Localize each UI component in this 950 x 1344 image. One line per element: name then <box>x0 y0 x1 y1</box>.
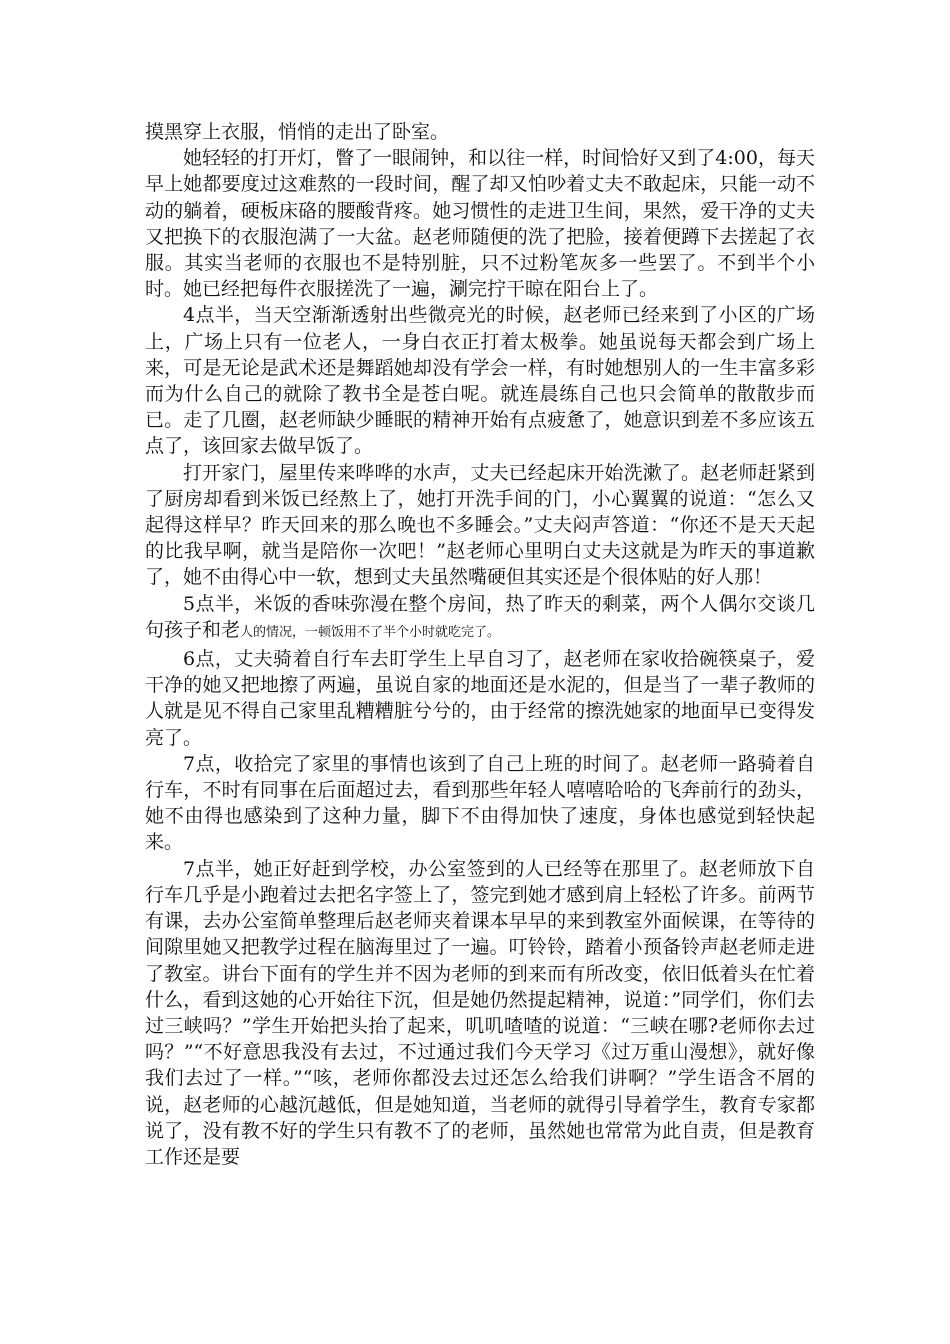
document-body <box>145 119 815 1170</box>
paragraph-5 <box>145 591 815 646</box>
paragraph-5-main: 5点半，米饭的香味弥漫在整个房间，热了昨天的剩菜，两个人偶尔交谈几句孩子和老 <box>145 592 815 641</box>
paragraph-7: 7点，收拾完了家里的事情也该到了自己上班的时间了。赵老师一路骑着自行车，不时有同事在后面超过去，看到那些年轻人嘻嘻哈哈的飞奔前行的劲头，她不由得也感染到了这种力量，脚下不由得加快了速度，身体也感觉到轻快起来。 <box>145 752 815 854</box>
paragraph-5-small-tail: 人的情况，一顿饭用不了半个小时就吃完了。 <box>240 624 501 640</box>
paragraph-3: 4点半，当天空渐渐透射出些微亮光的时候，赵老师已经来到了小区的广场上，广场上只有一位老人，一身白衣正打着太极拳。她虽说每天都会到广场上来，可是无论是武术还是舞蹈她却没有学会一样，有时她想别人的一生丰富多彩而为什么自己的就除了教书全是苍白呢。就连晨练自己也只会简单的散散步而已。走了几圈，赵老师缺少睡眠的精神开始有点疲惫了，她意识到差不多应该五点了，该回家去做早饭了。 <box>145 304 815 458</box>
paragraph-1: 摸黑穿上衣服，悄悄的走出了卧室。 <box>145 121 450 143</box>
paragraph-6: 6点，丈夫骑着自行车去盯学生上早自习了，赵老师在家收拾碗筷桌子，爱干净的她又把地擦了两遍，虽说自家的地面还是水泥的，但是当了一辈子教师的人就是见不得自己家里乱糟糟脏兮兮的，由于经常的擦洗她家的地面早已变得发亮了。 <box>145 648 815 749</box>
paragraph-8: 7点半，她正好赶到学校，办公室签到的人已经等在那里了。赵老师放下自行车几乎是小跑着过去把名字签上了，签完到她才感到肩上轻松了许多。前两节有课，去办公室简单整理后赵老师夹着课本早早的来到教室外面候课，在等待的间隙里她又把教学过程在脑海里过了一遍。叮铃铃，踏着小预备铃声赵老师走进了教室。讲台下面有的学生并不因为老师的到来而有所改变，依旧低着头在忙着什么，看到这她的心开始往下沉，但是她仍然提起精神，说道：”同学们，你们去过三峡吗？”学生开始把头抬了起来，叽叽喳喳的说道：“三峡在哪?老师你去过吗？”“不好意思我没有去过，不过通过我们今天学习《过万重山漫想》，就好像我们去过了一样。”“咳，老师你都没去过还怎么给我们讲啊？”学生语含不屑的说，赵老师的心越沉越低，但是她知道，当老师的就得引导着学生，教育专家都说了，没有教不好的学生只有教不了的老师，虽然她也常常为此自责，但是教育工作还是要 <box>145 857 815 1168</box>
paragraph-2: 她轻轻的打开灯，瞥了一眼闹钟，和以往一样，时间恰好又到了4:00，每天早上她都要度过这难熬的一段时间，醒了却又怕吵着丈夫不敢起床，只能一动不动的躺着，硬板床硌的腰酸背疼。她习惯性的走进卫生间，果然，爱干净的丈夫又把换下的衣服泡满了一大盆。赵老师随便的洗了把脸，接着便蹲下去搓起了衣服。其实当老师的衣服也不是特别脏，只不过粉笔灰多一些罢了。不到半个小时。她已经把每件衣服搓洗了一遍，涮完拧干晾在阳台上了。 <box>145 147 815 301</box>
paragraph-4: 打开家门，屋里传来哗哗的水声，丈夫已经起床开始洗漱了。赵老师赶紧到了厨房却看到米饭已经熬上了，她打开洗手间的门，小心翼翼的说道：“怎么又起得这样早？昨天回来的那么晚也不多睡会。”丈夫闷声答道：“你还不是天天起的比我早啊，就当是陪你一次吧！”赵老师心里明白丈夫这就是为昨天的事道歉了，她不由得心中一软，想到丈夫虽然嘴硬但其实还是个很体贴的好人那！ <box>145 461 815 589</box>
